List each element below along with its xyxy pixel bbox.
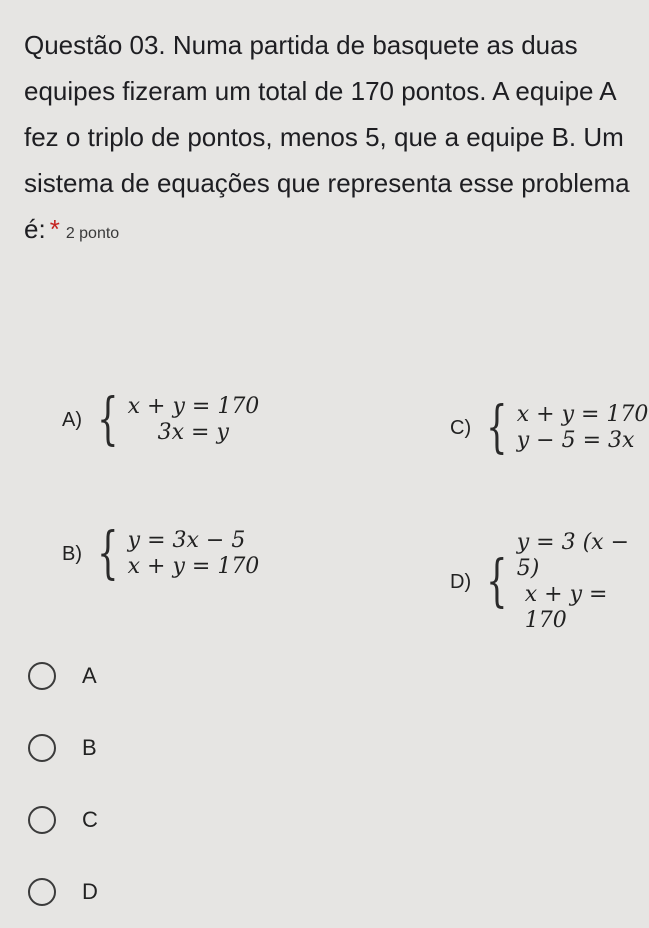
- question-title: [24, 22, 636, 257]
- radio-button[interactable]: [28, 662, 56, 690]
- brace-icon: {: [97, 387, 119, 452]
- equation-systems: [0, 380, 649, 633]
- radio-button[interactable]: [28, 878, 56, 906]
- brace-icon: {: [486, 549, 508, 614]
- brace-icon: {: [486, 395, 508, 460]
- equation-line: y = 3 (x − 5): [516, 530, 630, 581]
- equation-line: x + y = 170: [524, 582, 608, 633]
- choice-label: B: [82, 735, 97, 760]
- choice-label: A: [82, 663, 97, 688]
- equation-line: y − 5 = 3x: [516, 428, 635, 453]
- equation-line: x + y = 170: [127, 394, 260, 419]
- system-a: [62, 387, 260, 452]
- choice-a[interactable]: [24, 640, 624, 712]
- system-label: A): [62, 408, 82, 431]
- system-b: [62, 521, 260, 586]
- choice-c[interactable]: [24, 784, 624, 856]
- radio-button[interactable]: [28, 734, 56, 762]
- system-label: C): [450, 416, 472, 439]
- required-marker: *: [49, 214, 60, 244]
- system-label: B): [62, 542, 82, 565]
- points-label: 2 ponto: [65, 225, 120, 242]
- system-label: D): [450, 570, 472, 593]
- equation-line: x + y = 170: [516, 402, 649, 427]
- answer-choices: [24, 640, 624, 928]
- choice-label: D: [82, 879, 98, 904]
- system-c: [450, 395, 649, 460]
- choice-d[interactable]: [24, 856, 624, 928]
- brace-icon: {: [97, 521, 119, 586]
- equation-line: 3x = y: [157, 420, 229, 445]
- system-d: [450, 530, 649, 634]
- equation-line: y = 3x − 5: [127, 528, 246, 553]
- choice-label: C: [82, 807, 98, 832]
- choice-b[interactable]: [24, 712, 624, 784]
- radio-button[interactable]: [28, 806, 56, 834]
- question-text: Questão 03. Numa partida de basquete as duas equipes fizeram um total de 170 pontos. A equipe A fez o triplo de pontos, menos 5, que a equipe B. Um sistema de equações que representa esse problema é:: [24, 30, 630, 244]
- equation-line: x + y = 170: [127, 554, 260, 579]
